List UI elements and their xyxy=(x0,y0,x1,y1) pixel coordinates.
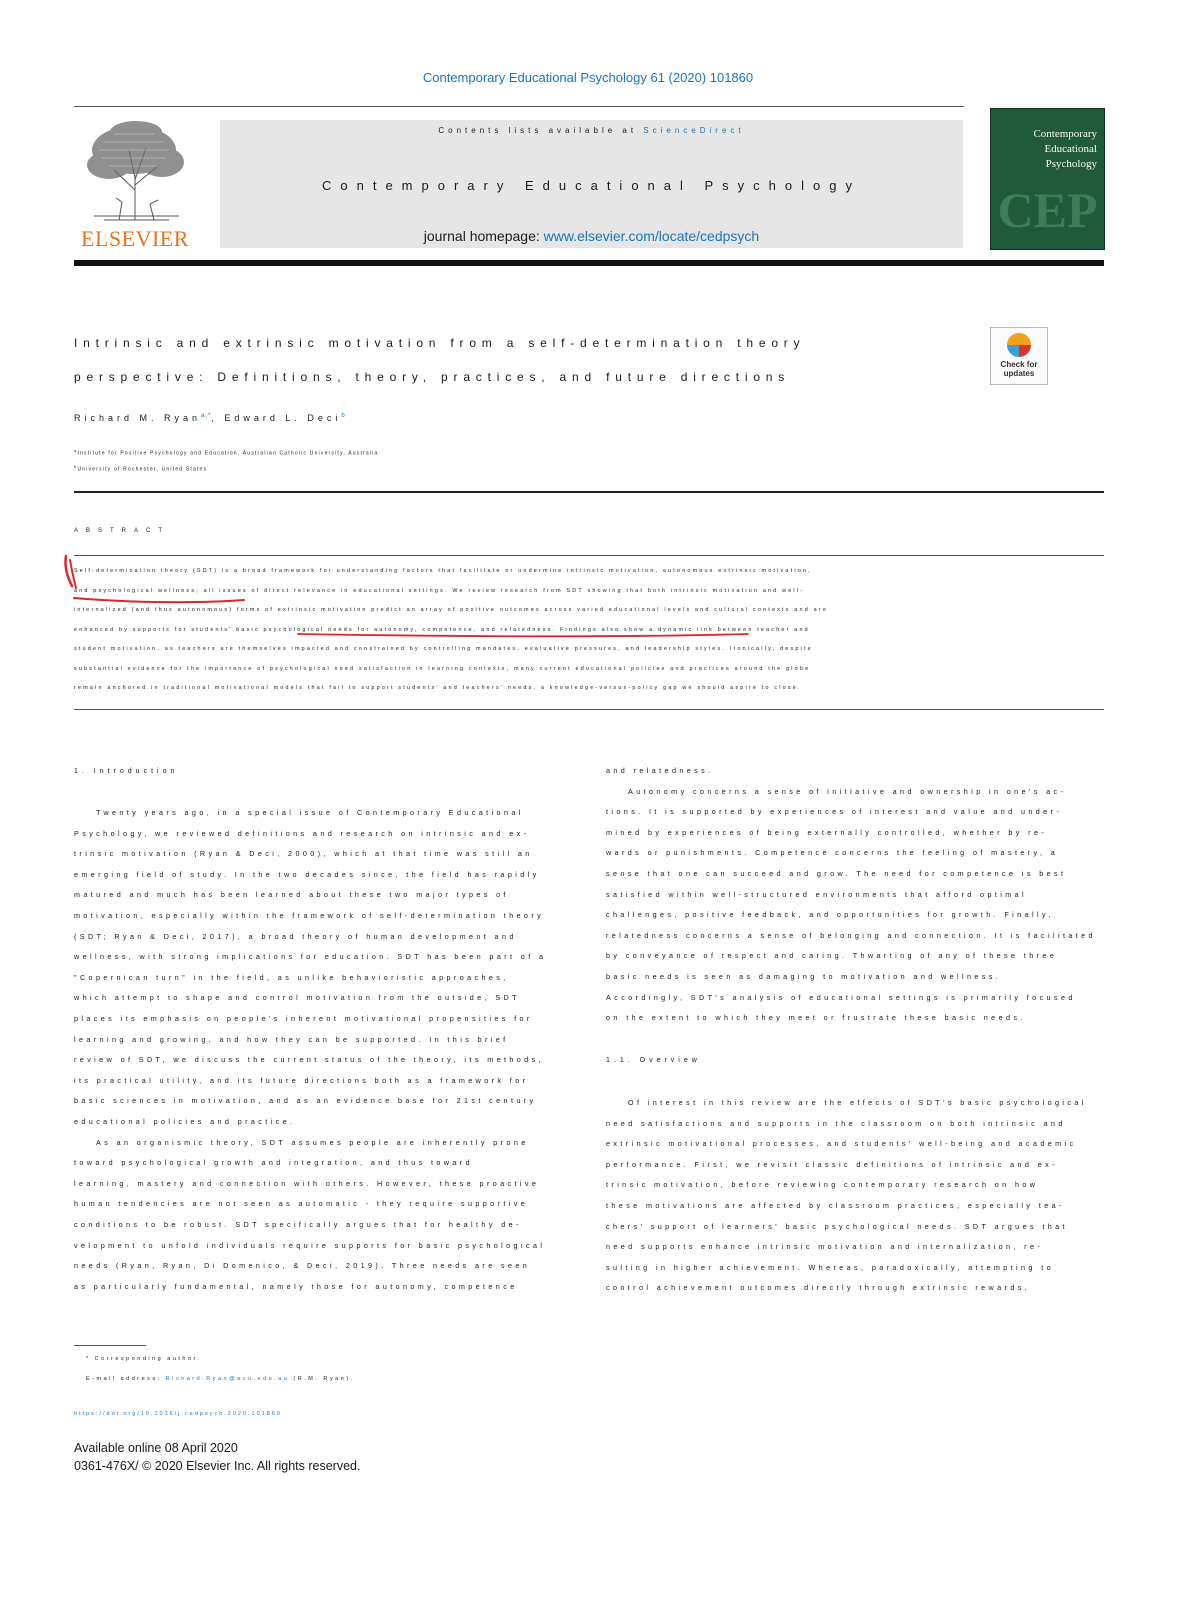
check-for-updates-button[interactable] xyxy=(990,327,1048,385)
footnote-email xyxy=(86,1376,355,1382)
contents-prefix: Contents lists available at xyxy=(438,126,644,135)
header-rule xyxy=(74,106,964,107)
body-text-line: control achievement outcomes directly through extrinsic rewards, xyxy=(606,1283,1031,1293)
footnote-rule xyxy=(74,1345,146,1346)
email-suffix: (R.M. Ryan). xyxy=(289,1376,355,1382)
affiliation-rule xyxy=(74,491,1104,493)
header-thick-rule xyxy=(74,260,1104,266)
abstract-line: student motivation, as teachers are themselves impacted and constrained by controlling mandates, evaluative pressures, and leadership styles. Ironically, despite xyxy=(74,646,813,652)
abstract-line: enhanced by supports for students' basic psychological needs for autonomy, competence, and relatedness. Findings also show a dynamic link between teacher and xyxy=(74,627,810,633)
abstract-line: Self-determination theory (SDT) is a broad framework for understanding factors that facilitate or undermine intrinsic motivation, autonomous extrinsic motivation, xyxy=(74,568,812,574)
body-text-line: emerging field of study. In the two decades since, the field has rapidly xyxy=(74,869,540,879)
body-text-line: needs (Ryan, Ryan, Di Domenico, & Deci, 2019). Three needs are seen xyxy=(74,1261,531,1271)
doi-link[interactable]: https://doi.org/10.1016/j.cedpsych.2020.101860 xyxy=(74,1411,282,1417)
body-text-line: "Copernican turn" in the field, as unlike behavioristic approaches, xyxy=(74,972,509,982)
body-text-line: tions. It is supported by experiences of interest and value and under- xyxy=(606,807,1063,817)
body-text-line: trinsic motivation (Ryan & Deci, 2000), which at that time was still an xyxy=(74,849,533,859)
affiliation-a-text: Institute for Positive Psychology and Education, Australian Catholic University, Australia xyxy=(77,450,379,457)
footnote-corresponding: * Corresponding author. xyxy=(86,1356,202,1362)
body-text-line: velopment to unfold individuals require supports for basic psychological xyxy=(74,1240,546,1250)
abstract-bottom-rule xyxy=(74,709,1104,710)
body-text-line: review of SDT, we discuss the current status of the theory, its methods, xyxy=(74,1055,544,1065)
body-text-line: Twenty years ago, in a special issue of Contemporary Educational xyxy=(96,808,524,817)
sciencedirect-link[interactable]: ScienceDirect xyxy=(643,126,745,135)
body-text-line: places its emphasis on people's inherent motivational propensities for xyxy=(74,1014,533,1023)
body-text-line: Psychology, we reviewed definitions and research on intrinsic and ex- xyxy=(74,828,530,838)
body-text-line: relatedness concerns a sense of belonging and connection. It is facilitated xyxy=(606,930,1096,940)
abstract-line: internalized (and thus autonomous) forms of extrinsic motivation predict an array of positive outcomes across varied educational levels and cultural contexts and are xyxy=(74,607,829,613)
email-link[interactable]: Richard.Ryan@acu.edu.au xyxy=(165,1376,290,1382)
journal-title: Contemporary Educational Psychology xyxy=(321,178,861,193)
body-text-line: as particularly fundamental, namely those for autonomy, competence xyxy=(74,1281,518,1291)
body-text-line: need satisfactions and supports in the classroom on both intrinsic and xyxy=(606,1118,1066,1128)
body-text-line: basic sciences in motivation, and as an evidence base for 21st century xyxy=(74,1096,537,1106)
running-head: Contemporary Educational Psychology 61 (2020) 101860 xyxy=(422,70,754,85)
journal-homepage xyxy=(220,228,963,244)
affiliation-a: $^a$Institute for Positive Psychology and Education, Australian Catholic University, Australia xyxy=(74,448,379,457)
subsection-heading-overview: 1.1. Overview xyxy=(606,1057,701,1064)
body-text-line: Autonomy concerns a sense of initiative and ownership in one's ac- xyxy=(628,786,1067,796)
email-prefix: E-mail address: xyxy=(86,1376,166,1382)
article-title-line-1: Intrinsic and extrinsic motivation from a self-determination theory xyxy=(74,336,806,350)
author-2[interactable]: Edward L. Deci xyxy=(224,413,342,423)
homepage-link[interactable]: www.elsevier.com/locate/cedpsych xyxy=(543,228,760,244)
body-text-line: its practical utility, and its future directions both as a framework for xyxy=(74,1075,529,1085)
body-text-line: sense that one can succeed and grow. The need for competence is best xyxy=(606,869,1067,878)
copyright: 0361-476X/ © 2020 Elsevier Inc. All rights reserved. xyxy=(74,1459,361,1473)
abstract-line: and psychological wellness, all issues of direct relevance in educational settings. We review research from SDT showing that both intrinsic motivation and well- xyxy=(74,588,805,594)
abstract-line: substantial evidence for the importance of psychological need satisfaction in learning contexts, many current educational policies and practices around the globe xyxy=(74,666,811,672)
body-text-line: (SDT; Ryan & Deci, 2017), a broad theory of human development and xyxy=(74,931,517,941)
journal-cover-image xyxy=(990,108,1105,250)
cover-acronym: CEP xyxy=(997,182,1098,238)
body-text-line: matured and much has been learned about these two major types of xyxy=(74,890,509,900)
body-text-line: and relatedness. xyxy=(606,766,714,775)
abstract-heading: ABSTRACT xyxy=(74,528,171,534)
contents-line xyxy=(220,126,963,135)
body-text-line: conditions to be robust. SDT specifically argues that for healthy de- xyxy=(74,1220,522,1229)
body-text-line: trinsic motivation, before reviewing contemporary research on how xyxy=(606,1180,1039,1190)
body-text-line: Accordingly, SDT's analysis of educational settings is primarily focused xyxy=(606,992,1076,1002)
author-2-marks[interactable]: b xyxy=(341,413,346,419)
article-title-line-2: perspective: Definitions, theory, practices, and future directions xyxy=(74,370,791,384)
body-text-line: learning, mastery and connection with others. However, these proactive xyxy=(74,1178,540,1188)
body-text-line: on the extent to which they meet or frustrate these basic needs. xyxy=(606,1013,1026,1023)
body-text-line: As an organismic theory, SDT assumes people are inherently prone xyxy=(96,1137,529,1147)
body-text-line: which attempt to shape and control motivation from the outside, SDT xyxy=(74,993,520,1003)
body-text-line: need supports enhance intrinsic motivation and internalization, re- xyxy=(606,1242,1044,1252)
check-for-updates-label: Check for updates xyxy=(1000,360,1038,378)
journal-banner xyxy=(220,120,963,248)
body-text-line: toward psychological growth and integration, and thus toward xyxy=(74,1158,473,1168)
abstract-top-rule xyxy=(74,555,1104,556)
body-text-line: wards or punishments. Competence concerns the feeling of mastery, a xyxy=(606,848,1059,858)
body-text-line: challenges, positive feedback, and opportunities for growth. Finally, xyxy=(606,910,1054,920)
body-text-line: sulting in higher achievement. Whereas, paradoxically, attempting to xyxy=(606,1262,1055,1272)
abstract-line: remain anchored in traditional motivational models that fail to support students' and teachers' needs, a knowledge-versus-policy gap we should aspire to close. xyxy=(74,685,802,691)
body-text-line: basic needs is seen as damaging to motivation and wellness. xyxy=(606,972,1002,981)
author-1-marks[interactable]: a,* xyxy=(201,413,212,419)
available-online: Available online 08 April 2020 xyxy=(74,1441,238,1455)
body-text-line: extrinsic motivational processes, and students' well-being and academic xyxy=(606,1139,1077,1149)
body-text-line: learning and growing, and how they can be supported. In this brief xyxy=(74,1034,509,1044)
affiliation-b: $^b$University of Rochester, United States xyxy=(74,464,208,473)
body-text-line: satisfied within well-structured environments that afford optimal xyxy=(606,889,1028,899)
author-1[interactable]: Richard M. Ryan xyxy=(74,413,202,423)
homepage-prefix: journal homepage: xyxy=(423,228,544,244)
body-text-line: Of interest in this review are the effects of SDT's basic psychological xyxy=(628,1098,1087,1107)
body-text-line: chers' support of learners' basic psychological needs. SDT argues that xyxy=(606,1221,1068,1231)
affiliation-b-text: University of Rochester, United States xyxy=(77,466,208,473)
body-text-line: mined by experiences of being externally controlled, whether by re- xyxy=(606,827,1048,837)
body-text-line: motivation, especially within the framework of self-determination theory xyxy=(74,911,545,920)
body-text-line: wellness, with strong implications for education. SDT has been part of a xyxy=(74,952,547,962)
body-text-line: performance. First, we revisit classic definitions of intrinsic and ex- xyxy=(606,1159,1058,1169)
elsevier-logo-text: ELSEVIER xyxy=(81,226,189,251)
cover-title: Contemporary Educational Psychology xyxy=(1033,128,1097,170)
body-text-line: by conveyance of respect and caring. Thwarting of any of these three xyxy=(606,951,1058,961)
section-heading-introduction: 1. Introduction xyxy=(74,768,179,775)
body-text-line: human tendencies are not seen as automatic - they require supportive xyxy=(74,1199,529,1209)
crossmark-icon xyxy=(1007,333,1031,357)
body-text-line: these motivations are affected by classroom practices, especially tea- xyxy=(606,1201,1065,1210)
body-text-line: educational policies and practice. xyxy=(74,1117,296,1126)
author-list: Richard M. Ryan$^{a,*}$, Edward L. Deci$^b$ xyxy=(74,413,346,423)
